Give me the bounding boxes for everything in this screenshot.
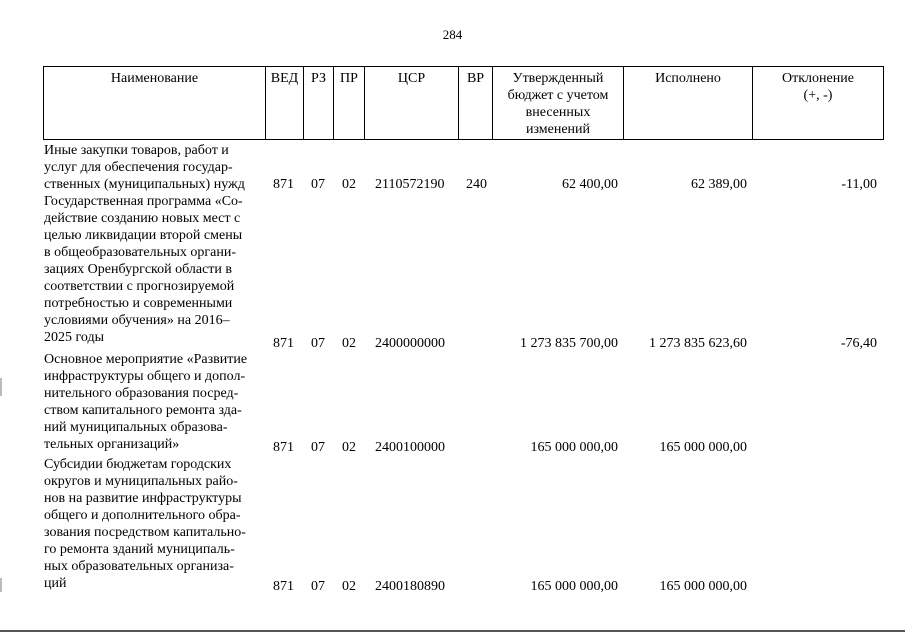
- header-name: Наименование: [110, 71, 199, 86]
- row-name-line: Основное мероприятие «Развитие: [44, 352, 248, 367]
- row-name-line: Субсидии бюджетам городских: [44, 457, 232, 472]
- scan-edge-mark: [0, 578, 2, 592]
- header-top-border: [43, 66, 883, 67]
- row-csr: 2400180890: [375, 579, 445, 594]
- row-rz: 07: [311, 177, 325, 192]
- row-csr: 2110572190: [375, 177, 445, 192]
- row-pr: 02: [342, 440, 356, 455]
- row-pr: 02: [342, 336, 356, 351]
- header-approved-line: Утвержденный: [512, 71, 604, 86]
- header-bottom-border: [43, 139, 883, 140]
- row-name-line: инфраструктуры общего и допол-: [44, 369, 246, 384]
- row-rz: 07: [311, 579, 325, 594]
- header-approved: [493, 70, 623, 138]
- row-name-line: ственных (муниципальных) нужд: [44, 177, 245, 192]
- row-approved: 165 000 000,00: [530, 579, 618, 594]
- header-rz: РЗ: [311, 71, 326, 86]
- row-ved: 871: [273, 440, 294, 455]
- header-ved: ВЕД: [270, 71, 299, 86]
- header-approved-line: изменений: [525, 122, 591, 137]
- header-approved-line: бюджет с учетом: [507, 88, 609, 103]
- scan-edge-mark: [0, 378, 2, 396]
- row-ved: 871: [273, 579, 294, 594]
- row-ved: 871: [273, 177, 294, 192]
- row-name-line: зования посредством капитально-: [44, 525, 246, 540]
- row-approved: 165 000 000,00: [530, 440, 618, 455]
- row-executed: 62 389,00: [691, 177, 747, 192]
- row-ved: 871: [273, 336, 294, 351]
- row-name-line: услуг для обеспечения государ-: [44, 160, 233, 175]
- row-csr: 2400100000: [375, 440, 445, 455]
- header-executed: Исполнено: [655, 71, 721, 86]
- header-deviation-line: Отклонение: [782, 71, 854, 86]
- row-name-line: потребностью и современными: [44, 296, 233, 311]
- row-name-line: условиями обучения» на 2016–: [44, 313, 230, 328]
- row-name-line: ных образовательных организа-: [44, 559, 234, 574]
- row-name-line: зациях Оренбургской области в: [44, 262, 233, 277]
- row-name-line: ством капитального ремонта зда-: [44, 403, 242, 418]
- row-name-line: тельных организаций»: [44, 437, 180, 452]
- header-approved-line: внесенных: [525, 105, 591, 120]
- row-approved: 62 400,00: [562, 177, 618, 192]
- header-pr: ПР: [340, 71, 358, 86]
- row-name-line: ний муниципальных образова-: [44, 420, 228, 435]
- header-deviation-line: (+, -): [803, 88, 833, 103]
- row-name-line: действие созданию новых мест с: [44, 211, 241, 226]
- row-name-line: округов и муниципальных райо-: [44, 474, 238, 489]
- row-executed: 1 273 835 623,60: [649, 336, 747, 351]
- row-name-line: Иные закупки товаров, работ и: [44, 143, 229, 158]
- row-name-line: ций: [44, 576, 67, 591]
- row-name-line: Государственная программа «Со-: [44, 194, 243, 209]
- col-divider: [883, 66, 884, 140]
- row-deviation: -11,00: [841, 177, 877, 192]
- row-executed: 165 000 000,00: [659, 440, 747, 455]
- row-approved: 1 273 835 700,00: [520, 336, 618, 351]
- scan-bottom-edge: [0, 630, 905, 632]
- row-csr: 2400000000: [375, 336, 445, 351]
- row-rz: 07: [311, 440, 325, 455]
- row-name-line: соответствии с прогнозируемой: [44, 279, 235, 294]
- row-name-line: целью ликвидации второй смены: [44, 228, 243, 243]
- row-rz: 07: [311, 336, 325, 351]
- row-vr: 240: [466, 177, 487, 192]
- row-name-line: нительного образования посред-: [44, 386, 239, 401]
- page-number: 284: [442, 27, 463, 42]
- header-deviation: [753, 70, 883, 104]
- row-name-line: в общеобразовательных органи-: [44, 245, 236, 260]
- row-pr: 02: [342, 177, 356, 192]
- row-name-line: 2025 годы: [44, 330, 105, 345]
- row-pr: 02: [342, 579, 356, 594]
- header-vr: ВР: [466, 71, 485, 86]
- header-csr: ЦСР: [397, 71, 426, 86]
- row-name-line: общего и дополнительного обра-: [44, 508, 241, 523]
- row-executed: 165 000 000,00: [659, 579, 747, 594]
- row-name-line: го ремонта зданий муниципаль-: [44, 542, 235, 557]
- row-name-line: нов на развитие инфраструктуры: [44, 491, 242, 506]
- row-deviation: -76,40: [840, 336, 877, 351]
